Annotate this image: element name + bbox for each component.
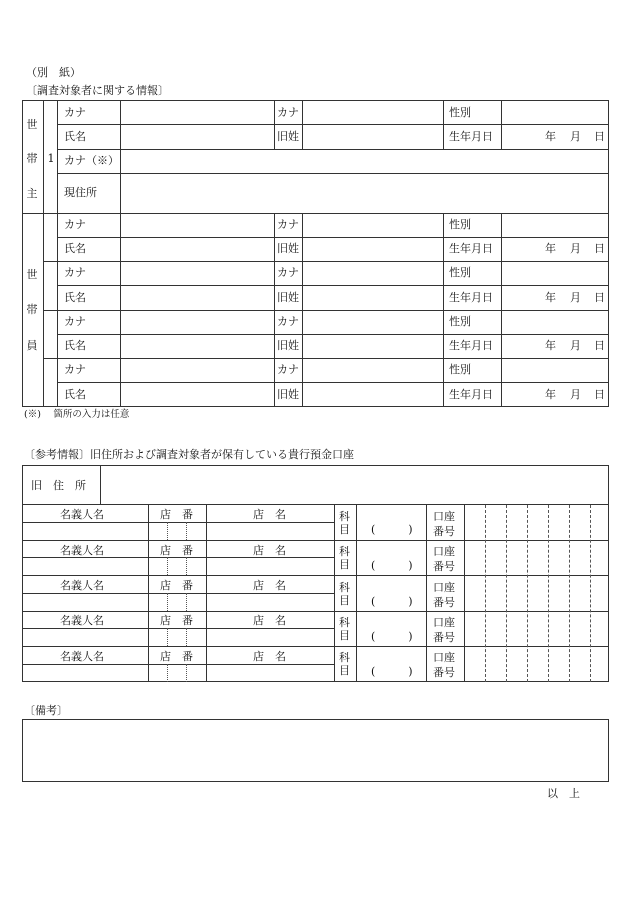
head-former-kana-label: カナ — [277, 106, 299, 119]
account4-subject-top: 科 — [339, 616, 350, 629]
member1-sex-label: 性別 — [449, 218, 471, 231]
member4-former-surname-label: 旧姓 — [277, 388, 299, 401]
closing-text: 以 上 — [547, 787, 580, 800]
account1-branch-name-label: 店 名 — [253, 508, 286, 521]
account2-subject-paren: ( ) — [371, 559, 413, 572]
account4-subject-bottom: 目 — [339, 629, 350, 642]
member1-year-label: 年 — [545, 242, 556, 255]
account3-branch-name-input[interactable] — [207, 594, 333, 610]
account2-holder-input[interactable] — [23, 558, 147, 574]
member4-day-label: 日 — [594, 388, 605, 401]
member4-sex-label: 性別 — [449, 363, 471, 376]
account3-subject-bottom: 目 — [339, 594, 350, 607]
account1-acct-top: 口座 — [433, 510, 455, 523]
member2-year-label: 年 — [545, 291, 556, 304]
account5-number-input[interactable] — [465, 647, 608, 681]
head-sex-label: 性別 — [449, 106, 471, 119]
head-kana-label: カナ — [64, 106, 86, 119]
account5-branch-name-input[interactable] — [207, 665, 333, 681]
account2-branch-name-input[interactable] — [207, 558, 333, 574]
member2-birthdate-label: 生年月日 — [449, 291, 493, 304]
member4-birthdate-label: 生年月日 — [449, 388, 493, 401]
head-year-label: 年 — [545, 130, 556, 143]
account1-branch-no-label: 店 番 — [160, 508, 193, 521]
account2-branch-name-label: 店 名 — [253, 544, 286, 557]
member3-sex-label: 性別 — [449, 315, 471, 328]
section-title: 〔調査対象者に関する情報〕 — [26, 84, 169, 97]
account4-branch-name-label: 店 名 — [253, 614, 286, 627]
account1-holder-label: 名義人名 — [60, 508, 104, 521]
member3-month-label: 月 — [570, 339, 581, 352]
member3-former-surname-label: 旧姓 — [277, 339, 299, 352]
head-former-surname-label: 旧姓 — [277, 130, 299, 143]
head-current-address-label: 現住所 — [64, 186, 97, 199]
member4-kana-label: カナ — [64, 363, 86, 376]
account4-acct-top: 口座 — [433, 616, 455, 629]
account3-subject-top: 科 — [339, 581, 350, 594]
account3-branch-no-label: 店 番 — [160, 579, 193, 592]
account4-holder-input[interactable] — [23, 629, 147, 645]
household-head-char-1: 世 — [26, 118, 38, 131]
account1-number-input[interactable] — [465, 506, 608, 539]
account4-number-input[interactable] — [465, 612, 608, 645]
member1-former-kana-label: カナ — [277, 218, 299, 231]
account2-acct-top: 口座 — [433, 545, 455, 558]
member3-kana-label: カナ — [64, 315, 86, 328]
account5-holder-input[interactable] — [23, 665, 147, 681]
household-member-char-1: 世 — [26, 268, 38, 281]
account1-holder-input[interactable] — [23, 523, 147, 539]
account1-subject-top: 科 — [339, 510, 350, 523]
member2-sex-label: 性別 — [449, 266, 471, 279]
account1-subject-bottom: 目 — [339, 523, 350, 536]
member1-month-label: 月 — [570, 242, 581, 255]
member1-day-label: 日 — [594, 242, 605, 255]
account3-acct-top: 口座 — [433, 581, 455, 594]
account1-branch-name-input[interactable] — [207, 523, 333, 539]
account4-acct-bottom: 番号 — [433, 631, 455, 644]
account2-number-input[interactable] — [465, 541, 608, 574]
member4-year-label: 年 — [545, 388, 556, 401]
head-day-label: 日 — [594, 130, 605, 143]
head-birthdate-label: 生年月日 — [449, 130, 493, 143]
household-head-char-3: 主 — [26, 187, 38, 200]
household-head-number: 1 — [47, 152, 55, 165]
account5-subject-bottom: 目 — [339, 664, 350, 677]
member1-former-surname-label: 旧姓 — [277, 242, 299, 255]
account3-holder-label: 名義人名 — [60, 579, 104, 592]
head-month-label: 月 — [570, 130, 581, 143]
former-address-label: 旧 住 所 — [31, 479, 86, 492]
account2-subject-top: 科 — [339, 545, 350, 558]
account5-acct-top: 口座 — [433, 651, 455, 664]
account4-subject-paren: ( ) — [371, 630, 413, 643]
account3-holder-input[interactable] — [23, 594, 147, 610]
account2-acct-bottom: 番号 — [433, 560, 455, 573]
account2-branch-no-label: 店 番 — [160, 544, 193, 557]
account3-number-input[interactable] — [465, 576, 608, 610]
attachment-label: （別 紙） — [26, 66, 81, 79]
account2-holder-label: 名義人名 — [60, 544, 104, 557]
household-member-char-3: 員 — [26, 339, 38, 352]
reference-title: 〔参考情報〕旧住所および調査対象者が保有している貴行預金口座 — [24, 448, 354, 461]
member1-name-label: 氏名 — [64, 242, 86, 255]
account5-subject-top: 科 — [339, 651, 350, 664]
household-member-char-2: 帯 — [26, 303, 38, 316]
account5-subject-paren: ( ) — [371, 665, 413, 678]
account1-subject-paren: ( ) — [371, 523, 413, 536]
account1-acct-bottom: 番号 — [433, 525, 455, 538]
head-address-kana-label: カナ（※） — [64, 154, 119, 167]
member3-year-label: 年 — [545, 339, 556, 352]
member3-former-kana-label: カナ — [277, 315, 299, 328]
member2-name-label: 氏名 — [64, 291, 86, 304]
member3-birthdate-label: 生年月日 — [449, 339, 493, 352]
member1-kana-label: カナ — [64, 218, 86, 231]
household-head-char-2: 帯 — [26, 152, 38, 165]
member1-birthdate-label: 生年月日 — [449, 242, 493, 255]
optional-note: (※) 箇所の入力は任意 — [24, 409, 130, 420]
member3-day-label: 日 — [594, 339, 605, 352]
account3-branch-name-label: 店 名 — [253, 579, 286, 592]
account5-acct-bottom: 番号 — [433, 666, 455, 679]
account4-branch-no-label: 店 番 — [160, 614, 193, 627]
member2-kana-label: カナ — [64, 266, 86, 279]
remarks-title: 〔備考〕 — [24, 704, 68, 717]
member4-name-label: 氏名 — [64, 388, 86, 401]
member2-former-surname-label: 旧姓 — [277, 291, 299, 304]
account5-holder-label: 名義人名 — [60, 650, 104, 663]
account3-acct-bottom: 番号 — [433, 596, 455, 609]
member4-month-label: 月 — [570, 388, 581, 401]
account4-holder-label: 名義人名 — [60, 614, 104, 627]
member4-former-kana-label: カナ — [277, 363, 299, 376]
member2-month-label: 月 — [570, 291, 581, 304]
member3-name-label: 氏名 — [64, 339, 86, 352]
account2-subject-bottom: 目 — [339, 558, 350, 571]
account4-branch-name-input[interactable] — [207, 629, 333, 645]
account5-branch-no-label: 店 番 — [160, 650, 193, 663]
remarks-input[interactable] — [22, 719, 609, 782]
head-name-label: 氏名 — [64, 130, 86, 143]
account3-subject-paren: ( ) — [371, 595, 413, 608]
account5-branch-name-label: 店 名 — [253, 650, 286, 663]
member2-day-label: 日 — [594, 291, 605, 304]
member2-former-kana-label: カナ — [277, 266, 299, 279]
